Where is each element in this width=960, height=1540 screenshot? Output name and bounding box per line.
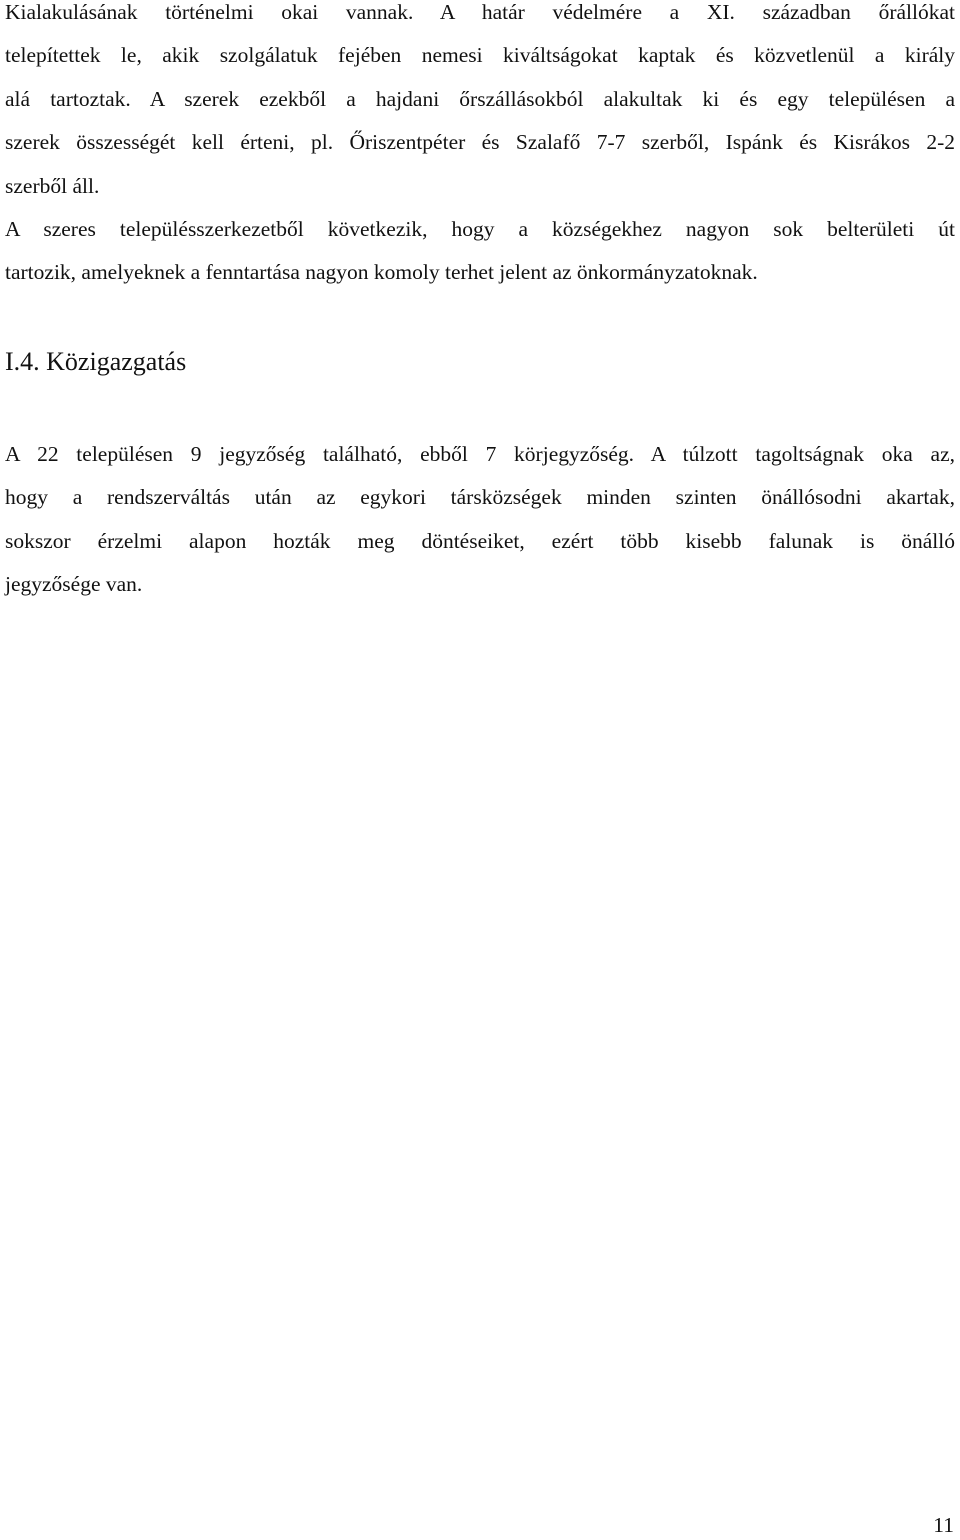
paragraph-1-line-2: telepítettek le, akik szolgálatuk fejében nemesi kiváltságokat kaptak és közvetlenül a király xyxy=(5,43,955,67)
paragraph-3-line-1: A 22 településen 9 jegyzőség található, ebből 7 körjegyzőség. A túlzott tagoltságnak oka az, xyxy=(5,442,955,466)
paragraph-3-line-3: sokszor érzelmi alapon hozták meg döntéseiket, ezért több kisebb falunak is önálló xyxy=(5,529,955,553)
paragraph-1-line-5: szerből áll. xyxy=(5,174,100,198)
paragraph-3-line-4: jegyzősége van. xyxy=(5,572,143,596)
section-heading: I.4. Közigazgatás xyxy=(5,347,187,376)
page-number: 11 xyxy=(933,1513,954,1537)
paragraph-1-line-3: alá tartoztak. A szerek ezekből a hajdani őrszállásokból alakultak ki és egy településen a xyxy=(5,87,955,111)
paragraph-1-line-4: szerek összességét kell érteni, pl. Őriszentpéter és Szalafő 7-7 szerből, Ispánk és Kisrákos 2-2 xyxy=(5,130,955,154)
paragraph-2-line-1: A szeres településszerkezetből következik, hogy a községekhez nagyon sok belterületi út xyxy=(5,217,955,241)
paragraph-1-line-1: Kialakulásának történelmi okai vannak. A határ védelmére a XI. században őrállókat xyxy=(5,0,955,24)
paragraph-2-line-2: tartozik, amelyeknek a fenntartása nagyon komoly terhet jelent az önkormányzatoknak. xyxy=(5,260,758,284)
paragraph-3-line-2: hogy a rendszerváltás után az egykori társközségek minden szinten önállósodni akartak, xyxy=(5,485,955,509)
